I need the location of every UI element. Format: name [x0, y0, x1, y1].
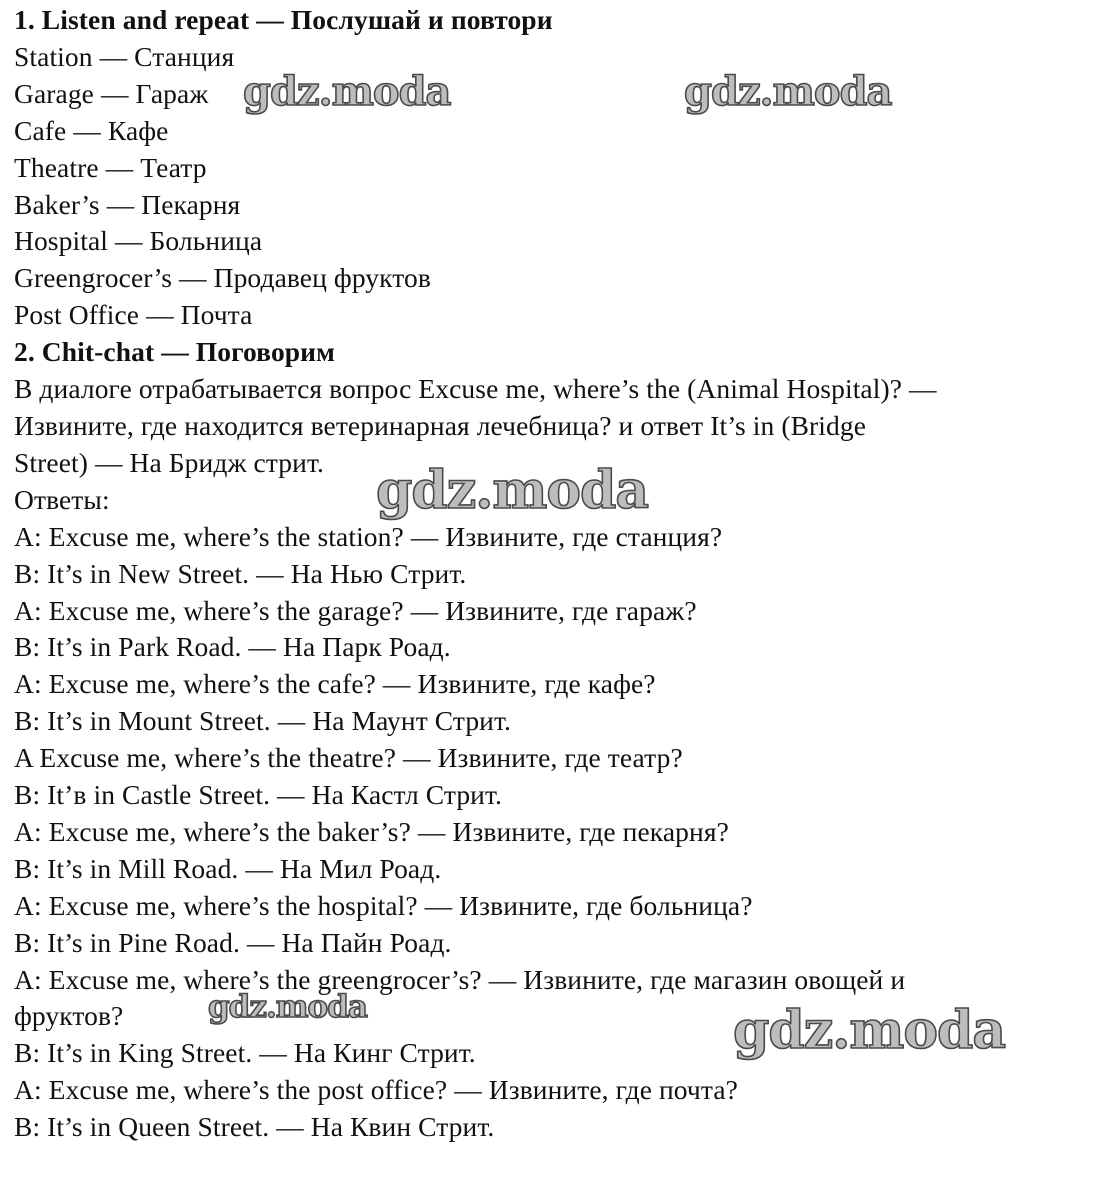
dialogue-line: B: It’в in Castle Street. — На Кастл Стрит. [14, 779, 503, 811]
dialogue-line: фруктов? [14, 1000, 124, 1032]
dialogue-line: A Excuse me, where’s the theatre? — Извините, где театр? [14, 742, 683, 774]
section1-heading: 1. Listen and repeat — Послушай и повтори [14, 4, 553, 35]
watermark-logo: gdz.moda [208, 989, 367, 1025]
watermark-logo: gdz.moda [733, 1000, 1006, 1061]
vocab-item: Baker’s — Пекарня [14, 188, 241, 220]
vocab-item: Station — Станция [14, 40, 235, 72]
section2-heading: 2. Chit-chat — Поговорим [14, 336, 335, 368]
dialogue-line: B: It’s in Park Road. — На Парк Роад. [14, 631, 451, 663]
dialogue-line: B: It’s in Queen Street. — На Квин Стрит. [14, 1111, 495, 1143]
dialogue-line: B: It’s in Mount Street. — На Маунт Стрит. [14, 705, 512, 737]
vocab-item: Hospital — Больница [14, 225, 263, 257]
watermark-logo: gdz.moda [684, 68, 892, 115]
dialogue-line: A: Excuse me, where’s the greengrocer’s? — Извините, где магазин овощей и [14, 963, 906, 995]
vocab-item: Post Office — Почта [14, 299, 253, 331]
vocab-item: Greengrocer’s — Продавец фруктов [14, 262, 431, 294]
dialogue-line: A: Excuse me, where’s the hospital? — Извините, где больница? [14, 889, 753, 921]
vocab-item: Garage — Гараж [14, 77, 209, 109]
description-line: В диалоге отрабатывается вопрос Excuse me, where’s the (Animal Hospital)? — [14, 373, 937, 405]
dialogue-line: B: It’s in Pine Road. — На Пайн Роад. [14, 926, 452, 958]
description-line: Извините, где находится ветеринарная лечебница? и ответ It’s in (Bridge [14, 409, 867, 441]
dialogue-line: A: Excuse me, where’s the garage? — Извините, где гараж? [14, 594, 697, 626]
dialogue-line: A: Excuse me, where’s the post office? — Извините, где почта? [14, 1074, 738, 1106]
description-line: Street) — На Бридж стрит. [14, 446, 324, 478]
watermark-logo: gdz.moda [376, 460, 649, 521]
document-text [14, 2, 1094, 1146]
dialogue-line: A: Excuse me, where’s the station? — Извините, где станция? [14, 520, 723, 552]
answers-label: Ответы: [14, 483, 110, 515]
dialogue-line: A: Excuse me, where’s the baker’s? — Извините, где пекарня? [14, 815, 729, 847]
watermark-logo: gdz.moda [243, 68, 451, 115]
vocab-item: Theatre — Театр [14, 151, 207, 183]
vocab-item: Cafe — Кафе [14, 114, 169, 146]
dialogue-line: B: It’s in King Street. — На Кинг Стрит. [14, 1037, 476, 1069]
dialogue-line: A: Excuse me, where’s the cafe? — Извините, где кафе? [14, 668, 656, 700]
dialogue-line: B: It’s in Mill Road. — На Мил Роад. [14, 852, 442, 884]
dialogue-line: B: It’s in New Street. — На Нью Стрит. [14, 557, 467, 589]
